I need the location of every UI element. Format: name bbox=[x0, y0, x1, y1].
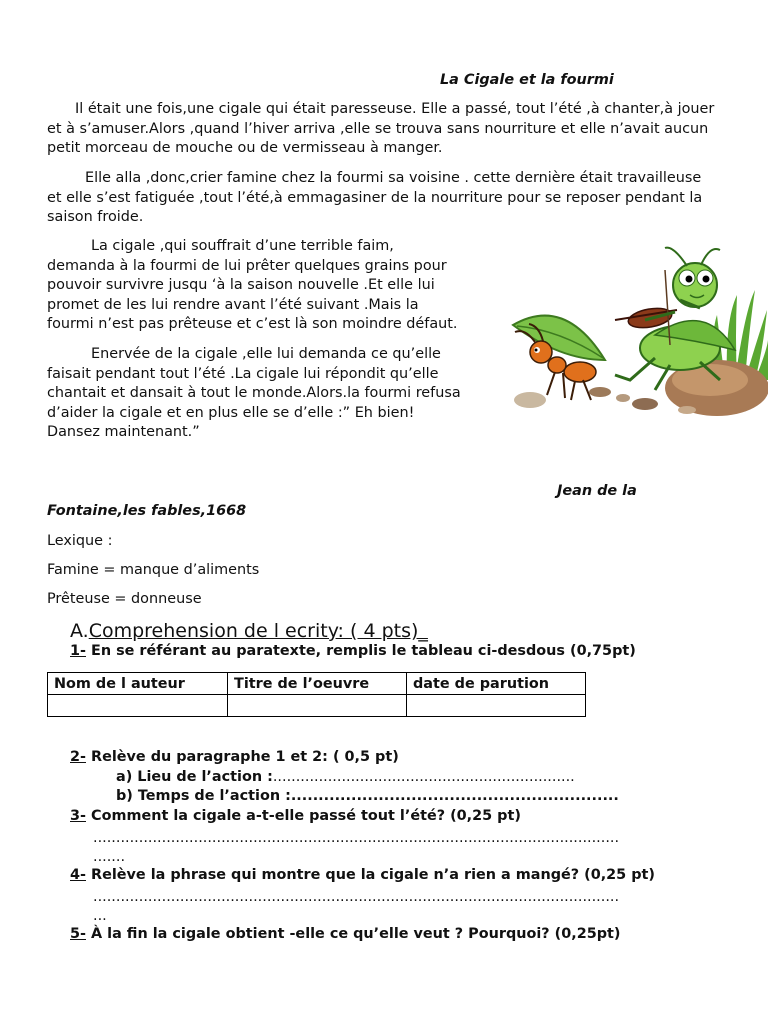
question-1: 1- En se référant au paratexte, remplis le tableau ci-desdous (0,75pt) bbox=[70, 643, 636, 659]
page-title: La Cigale et la fourmi bbox=[440, 72, 614, 88]
question-2: 2- Relève du paragraphe 1 et 2: ( 0,5 pt) bbox=[70, 749, 399, 765]
answer-line[interactable]: ... bbox=[93, 908, 107, 924]
answer-table bbox=[47, 672, 586, 717]
table-cell[interactable] bbox=[407, 695, 586, 717]
answer-line[interactable]: ................................................................................................................... bbox=[93, 889, 620, 905]
lexique-heading: Lexique : bbox=[47, 533, 113, 549]
table-row bbox=[48, 695, 586, 717]
cicada-ant-illustration bbox=[505, 240, 768, 420]
question-2a: a) Lieu de l’action :.................................................................. bbox=[116, 769, 575, 785]
paragraph-4: Enervée de la cigale ,elle lui demanda ce qu’elle faisait pendant tout l’été .La cigale lui répondit qu’elle chantait et dansait à tout le monde.Alors.la fourmi refusa d’aider la cigale et en plus elle se d’elle :” Eh bien! Dansez maintenant.” bbox=[47, 346, 461, 441]
table-header-cell: Titre de l’oeuvre bbox=[228, 673, 407, 695]
question-5: 5- À la fin la cigale obtient -elle ce qu’elle veut ? Pourquoi? (0,25pt) bbox=[70, 926, 621, 942]
table-header-cell: date de parution bbox=[407, 673, 586, 695]
lexique-entry: Prêteuse = donneuse bbox=[47, 591, 202, 607]
source-author-line1: Jean de la bbox=[557, 483, 637, 499]
table-cell[interactable] bbox=[228, 695, 407, 717]
source-author-line2: Fontaine,les fables,1668 bbox=[47, 503, 247, 519]
lexique-entry: Famine = manque d’aliments bbox=[47, 562, 260, 578]
paragraph-1: Il était une fois,une cigale qui était paresseuse. Elle a passé, tout l’été ,à chanter,à jouer et à s’amuser.Alors ,quand l’hiver arriva ,elle se trouva sans nourriture et elle n’avait aucun petit morceau de mouche ou de vermisseau à manger. bbox=[47, 101, 715, 157]
question-4: 4- Relève la phrase qui montre que la cigale n’a rien a mangé? (0,25 pt) bbox=[70, 867, 655, 883]
answer-line[interactable]: ....... bbox=[93, 849, 126, 865]
answer-line[interactable]: ................................................................................................................... bbox=[93, 830, 620, 846]
table-cell[interactable] bbox=[48, 695, 228, 717]
question-2b: b) Temps de l’action :............................................................ bbox=[116, 788, 619, 804]
paragraph-3: La cigale ,qui souffrait d’une terrible faim, demanda à la fourmi de lui prêter quelques grains pour pouvoir survivre jusqu ‘à la saison nouvelle .Et elle lui promet de les lui rendre avant l’été suivant .Mais la fourmi n’est pas prêteuse et c’est là son moindre défaut. bbox=[47, 238, 458, 333]
table-row bbox=[48, 673, 586, 695]
section-a-heading: A.Comprehension de l ecrity: ( 4 pts)_ bbox=[70, 620, 428, 642]
table-header-cell: Nom de l auteur bbox=[48, 673, 228, 695]
paragraph-2: Elle alla ,donc,crier famine chez la fourmi sa voisine . cette dernière était travailleuse et elle s’est fatiguée ,tout l’été,à emmagasiner de la nourriture pour se reposer pendant la saison froide. bbox=[47, 170, 703, 226]
question-3: 3- Comment la cigale a-t-elle passé tout l’été? (0,25 pt) bbox=[70, 808, 521, 824]
